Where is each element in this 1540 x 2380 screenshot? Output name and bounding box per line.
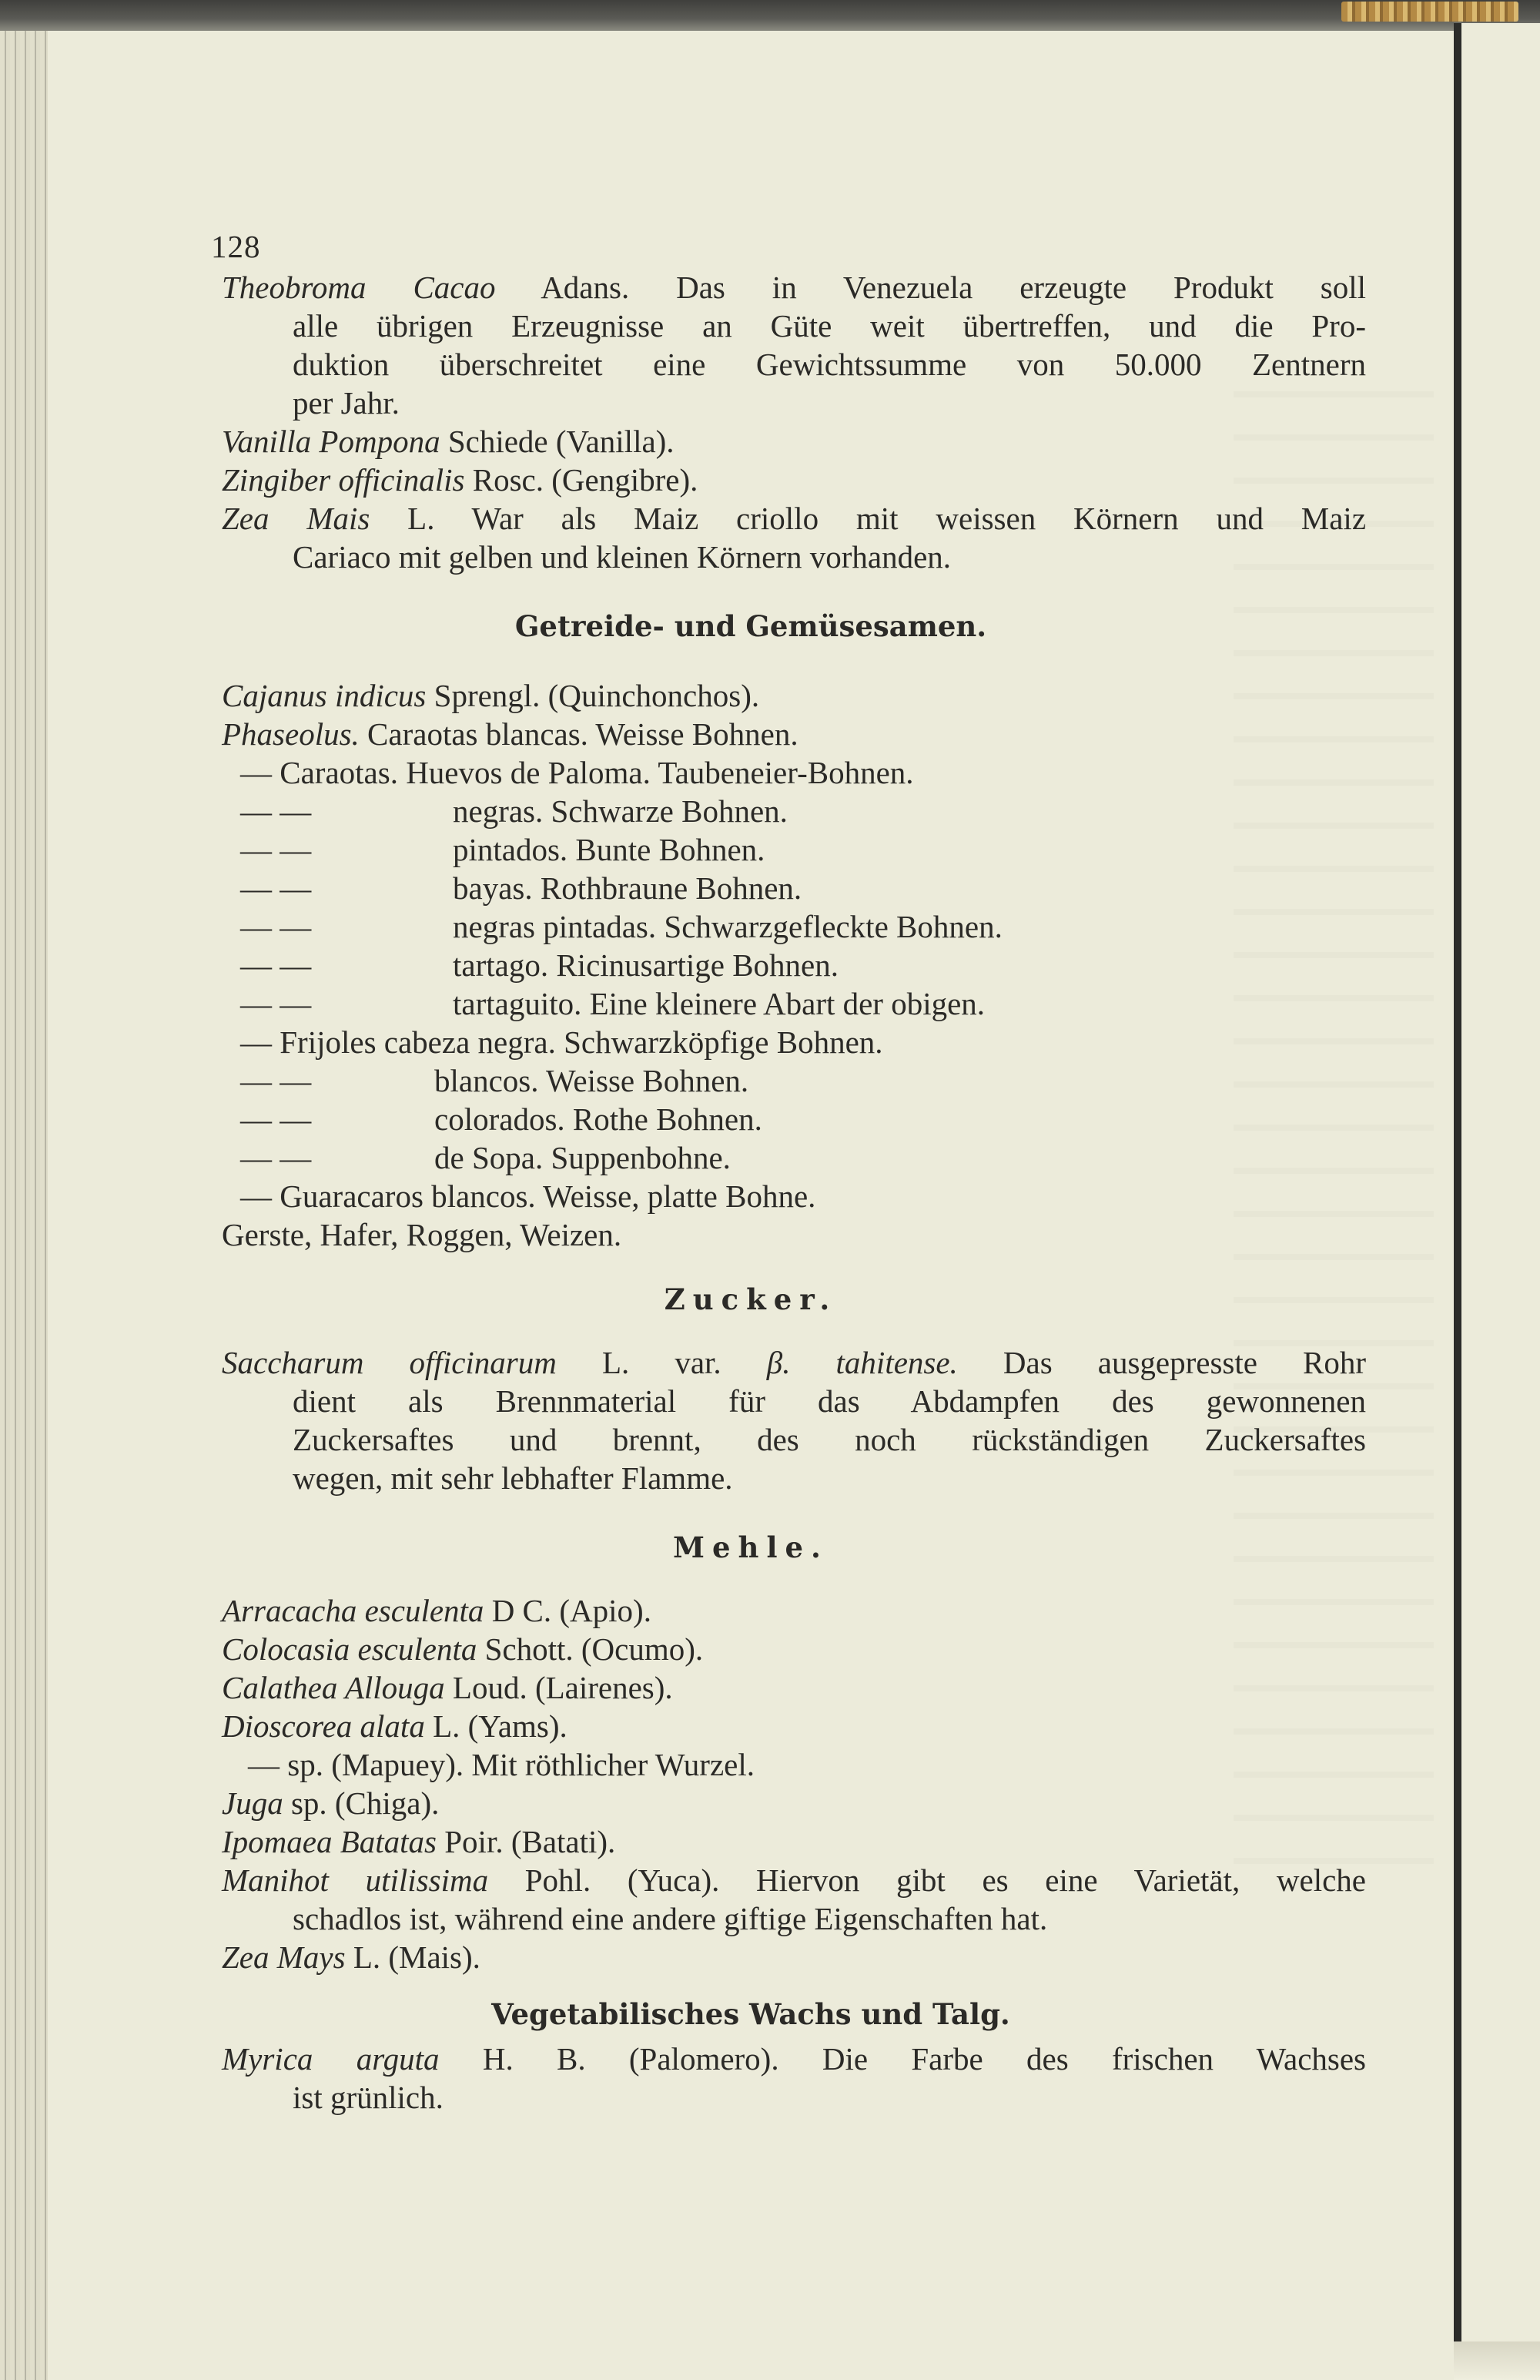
section-heading-wachs: Vegetabilisches Wachs und Talg. xyxy=(491,1997,1010,2031)
entry-saccharum-line-4: wegen, mit sehr lebhafter Flamme. xyxy=(293,1460,733,1496)
ditto-dashes: — — xyxy=(240,1101,312,1137)
entry-colocasia xyxy=(222,1630,703,1668)
ditto-dashes: — — xyxy=(240,870,312,906)
entry-text: Schiede (Vanilla). xyxy=(447,424,675,459)
entry-arracacha xyxy=(222,1591,651,1630)
gilt-edge xyxy=(1341,2,1518,22)
section-heading-zucker: Zucker. xyxy=(664,1282,838,1316)
entry-saccharum-line-2: dient als Brennmaterial für das Abdampfen des gewonnenen xyxy=(293,1383,1366,1419)
entry-text: sp. (Chiga). xyxy=(290,1785,440,1821)
bean-row-4: bayas. Rothbraune Bohnen. xyxy=(453,870,802,906)
ditto-dashes: — — xyxy=(240,832,312,867)
species-name: Colocasia esculenta xyxy=(222,1631,477,1667)
entry-text: Schott. (Ocumo). xyxy=(484,1631,704,1667)
ditto-dashes: — — xyxy=(240,793,312,829)
species-name: Vanilla Pompona xyxy=(222,424,440,459)
entry-text: Sprengl. (Quinchonchos). xyxy=(434,678,760,713)
entry-theobroma-line-1 xyxy=(222,268,1366,307)
ditto-dashes: — — xyxy=(240,1063,312,1098)
bean-row-2: negras. Schwarze Bohnen. xyxy=(453,793,788,829)
species-name: Saccharum officinarum xyxy=(222,1345,557,1380)
entry-myrica-line-1 xyxy=(222,2040,1366,2078)
entry-myrica-line-2: ist grünlich. xyxy=(293,2080,444,2115)
entry-ipomaea xyxy=(222,1822,615,1861)
entry-cajanus xyxy=(222,676,759,715)
bean-row-11: de Sopa. Suppenbohne. xyxy=(434,1140,731,1175)
entry-phaseolus xyxy=(222,715,798,753)
species-name: Dioscorea alata xyxy=(222,1708,425,1744)
entry-saccharum-line-3: Zuckersaftes und brennt, des noch rückständigen Zuckersaftes xyxy=(293,1422,1366,1457)
species-name: Zingiber officinalis xyxy=(222,462,465,498)
species-name: Myrica arguta xyxy=(222,2041,440,2077)
ditto-dashes: — — xyxy=(240,947,312,983)
bean-row-3: pintados. Bunte Bohnen. xyxy=(453,832,765,867)
entry-manihot-line-1 xyxy=(222,1861,1366,1899)
entry-text: Das ausgepresste Rohr xyxy=(1003,1345,1367,1380)
species-name: Theobroma Cacao xyxy=(222,270,496,305)
ditto-dashes: — — xyxy=(240,1140,312,1175)
species-name: Arracacha esculenta xyxy=(222,1593,484,1628)
entry-manihot-line-2: schadlos ist, während eine andere giftige Eigenschaften hat. xyxy=(293,1901,1048,1936)
entry-text: Caraotas blancas. Weisse Bohnen. xyxy=(367,716,798,752)
ditto-dashes: — — xyxy=(240,909,312,944)
adjacent-page-strip xyxy=(1461,23,1540,2380)
species-name: Phaseolus. xyxy=(222,716,360,752)
entry-theobroma-line-4: per Jahr. xyxy=(293,385,400,421)
entry-text: L. (Mais). xyxy=(353,1939,480,1975)
species-name: Zea Mays xyxy=(222,1939,346,1975)
entry-text: Pohl. (Yuca). Hiervon gibt es eine Varietät, welche xyxy=(524,1862,1367,1898)
bean-row-1: — Caraotas. Huevos de Paloma. Taubeneier-Bohnen. xyxy=(240,755,914,790)
entry-zingiber xyxy=(222,461,698,499)
entry-calathea xyxy=(222,1668,673,1707)
section-heading-getreide: Getreide- und Gemüsesamen. xyxy=(514,609,987,643)
book-gutter-shadow xyxy=(1454,23,1461,2380)
page-number: 128 xyxy=(211,229,261,264)
entry-text: Rosc. (Gengibre). xyxy=(472,462,698,498)
species-name: Juga xyxy=(222,1785,283,1821)
entry-zea-line-2: Cariaco mit gelben und kleinen Körnern vorhanden. xyxy=(293,539,952,575)
book-bottom-edge xyxy=(1454,2341,1540,2380)
book-page-edges xyxy=(0,31,48,2380)
entry-juga xyxy=(222,1784,439,1822)
bean-row-9: blancos. Weisse Bohnen. xyxy=(434,1063,749,1098)
entry-grains: Gerste, Hafer, Roggen, Weizen. xyxy=(222,1217,622,1252)
entry-text: D C. (Apio). xyxy=(491,1593,651,1628)
entry-theobroma-line-2: alle übrigen Erzeugnisse an Güte weit übertreffen, und die Pro- xyxy=(293,308,1366,344)
book-page xyxy=(48,31,1454,2380)
bean-row-7: tartaguito. Eine kleinere Abart der obigen. xyxy=(453,986,986,1021)
species-name: Calathea Allouga xyxy=(222,1670,445,1705)
entry-dioscorea-sp: — sp. (Mapuey). Mit röthlicher Wurzel. xyxy=(248,1747,755,1782)
species-name: Manihot utilissima xyxy=(222,1862,489,1898)
bean-row-12: — Guaracaros blancos. Weisse, platte Bohne. xyxy=(240,1178,816,1214)
entry-zea-line-1 xyxy=(222,499,1366,538)
species-name: Ipomaea Batatas xyxy=(222,1824,437,1859)
ditto-dashes: — — xyxy=(240,986,312,1021)
entry-text: Loud. (Lairenes). xyxy=(452,1670,673,1705)
entry-text: H. B. (Palomero). Die Farbe des frischen Wachses xyxy=(482,2041,1367,2077)
entry-text: L. (Yams). xyxy=(433,1708,567,1744)
book-top-edge xyxy=(0,0,1540,31)
entry-zea-mays xyxy=(222,1938,480,1976)
entry-text: Adans. Das in Venezuela erzeugte Produkt soll xyxy=(541,270,1366,305)
bean-row-6: tartago. Ricinusartige Bohnen. xyxy=(453,947,839,983)
entry-text: L. var. xyxy=(601,1345,721,1380)
show-through-text xyxy=(1234,354,1434,1895)
entry-vanilla xyxy=(222,422,675,461)
species-name: Cajanus indicus xyxy=(222,678,427,713)
variety-name: β. tahitense. xyxy=(766,1345,958,1380)
entry-text: L. War als Maiz criollo mit weissen Körnern und Maiz xyxy=(407,501,1367,536)
entry-dioscorea xyxy=(222,1707,567,1745)
bean-row-5: negras pintadas. Schwarzgefleckte Bohnen. xyxy=(453,909,1003,944)
entry-saccharum-line-1 xyxy=(222,1343,1366,1382)
entry-theobroma-line-3: duktion überschreitet eine Gewichtssumme von 50.000 Zentnern xyxy=(293,347,1366,382)
section-heading-mehle: Mehle. xyxy=(673,1530,829,1564)
species-name: Zea Mais xyxy=(222,501,370,536)
bean-row-10: colorados. Rothe Bohnen. xyxy=(434,1101,762,1137)
entry-text: Poir. (Batati). xyxy=(444,1824,616,1859)
bean-row-8: — Frijoles cabeza negra. Schwarzköpfige Bohnen. xyxy=(240,1024,883,1060)
